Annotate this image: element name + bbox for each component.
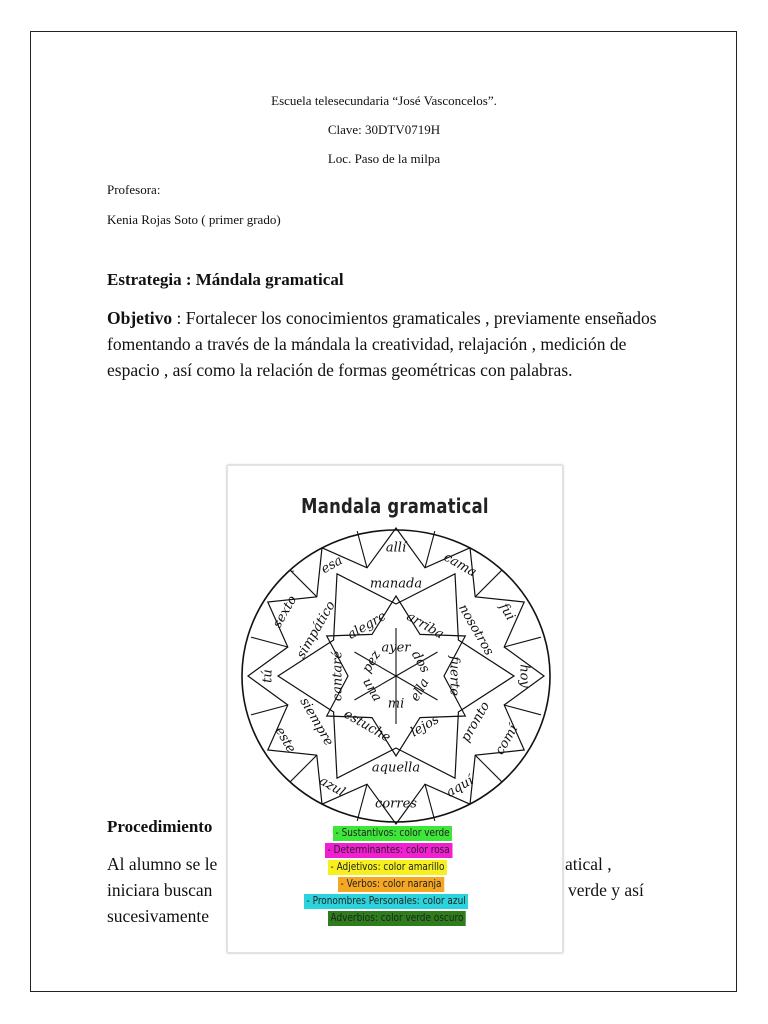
objetivo-text: : Fortalecer los conocimientos gramaticales , previamente enseñados fomentando a través de la mándala la creatividad, relajación , medición de espacio , así como la relación de formas geométricas con palabras. bbox=[107, 308, 657, 380]
mandala-rim-divider bbox=[357, 531, 367, 568]
mandala-drawing bbox=[237, 526, 555, 826]
mandala-rim-divider bbox=[357, 784, 367, 821]
mandala-word-center: ayer bbox=[381, 640, 411, 656]
procedimiento-heading: Procedimiento bbox=[107, 817, 213, 836]
mandala-word-center: mi bbox=[387, 696, 405, 712]
mandala-word-rim: hoy bbox=[516, 664, 532, 688]
mandala-word-rim: tú bbox=[260, 669, 276, 683]
legend-item: - Sustantivos: color verde bbox=[333, 826, 452, 841]
estrategia-heading: Estrategia : Mándala gramatical bbox=[107, 270, 344, 289]
procedimiento-line-3-left: sucesivamente bbox=[107, 906, 210, 926]
procedimiento-line-1-left: Al alumno se le bbox=[107, 854, 218, 874]
school-location: Loc. Paso de la milpa bbox=[327, 151, 441, 166]
mandala-word-outer: manada bbox=[369, 576, 423, 592]
legend-item: - Pronombres Personales: color azul bbox=[304, 894, 468, 909]
mandala-word-middle: cantaré bbox=[330, 650, 346, 702]
mandala-word-rim: fui bbox=[496, 600, 518, 624]
mandala-word-center: pez bbox=[359, 648, 385, 676]
mandala-rim-divider bbox=[251, 705, 288, 715]
mandala-word-rim: comí bbox=[492, 722, 522, 758]
mandala-figure bbox=[227, 465, 563, 953]
legend-item: - Adjetivos: color amarillo bbox=[328, 860, 447, 875]
mandala-word-outer: siempre bbox=[296, 695, 337, 749]
objetivo-label: Objetivo bbox=[107, 308, 173, 328]
mandala-word-middle: fuerte bbox=[446, 655, 462, 697]
mandala-word-outer: aquella bbox=[371, 760, 421, 776]
mandala-word-rim: allí bbox=[385, 540, 407, 556]
school-clave: Clave: 30DTV0719H bbox=[327, 122, 441, 137]
mandala-word-center: dos bbox=[407, 648, 433, 676]
stray-dash: - bbox=[291, 566, 295, 577]
mandala-rim-divider bbox=[251, 637, 288, 647]
mandala-word-center: ella bbox=[407, 675, 433, 705]
mandala-rim-divider bbox=[290, 755, 317, 782]
objetivo-paragraph bbox=[107, 305, 667, 383]
mandala-word-rim: azul bbox=[316, 773, 348, 801]
mandala-rim-divider bbox=[425, 784, 435, 821]
mandala-word-rim: esa bbox=[318, 553, 346, 578]
legend-item: - Determinantes: color rosa bbox=[325, 843, 452, 858]
procedimiento-line-2-right: verde y así bbox=[568, 880, 644, 900]
mandala-word-outer: simpático bbox=[293, 598, 339, 662]
mandala-word-middle: alegre bbox=[345, 608, 389, 643]
mandala-word-outer: pronto bbox=[458, 699, 494, 745]
mandala-word-middle: estuche bbox=[341, 706, 393, 746]
mandala-word-rim: corres bbox=[375, 796, 417, 812]
mandala-word-center: una bbox=[359, 675, 385, 705]
procedimiento-line-1-right: atical , bbox=[565, 854, 612, 874]
mandala-rim-divider bbox=[504, 705, 541, 715]
mandala-rim-divider bbox=[475, 755, 502, 782]
mandala-rim-divider bbox=[425, 531, 435, 568]
mandala-rim-divider bbox=[475, 570, 502, 597]
mandala-word-rim: este bbox=[271, 724, 299, 756]
mandala-rim-divider bbox=[504, 637, 541, 647]
figure-title: Mandala gramatical bbox=[301, 494, 489, 518]
legend-item: Adverbios: color verde oscuro bbox=[328, 911, 466, 926]
mandala-word-rim: cama bbox=[441, 549, 479, 581]
legend-item: - Verbos: color naranja bbox=[338, 877, 444, 892]
mandala-word-rim: sexto bbox=[269, 593, 301, 631]
profesora-name: Kenia Rojas Soto ( primer grado) bbox=[107, 212, 281, 227]
procedimiento-line-2-left: iniciara buscan bbox=[107, 880, 213, 900]
mandala-word-outer: nosotros bbox=[455, 601, 497, 659]
school-name: Escuela telesecundaria “José Vasconcelos”. bbox=[271, 93, 497, 108]
mandala-word-rim: aquí bbox=[443, 773, 477, 801]
profesora-label: Profesora: bbox=[107, 182, 161, 197]
mandala-word-middle: lejos bbox=[408, 712, 442, 741]
mandala-word-middle: arriba bbox=[403, 609, 447, 643]
